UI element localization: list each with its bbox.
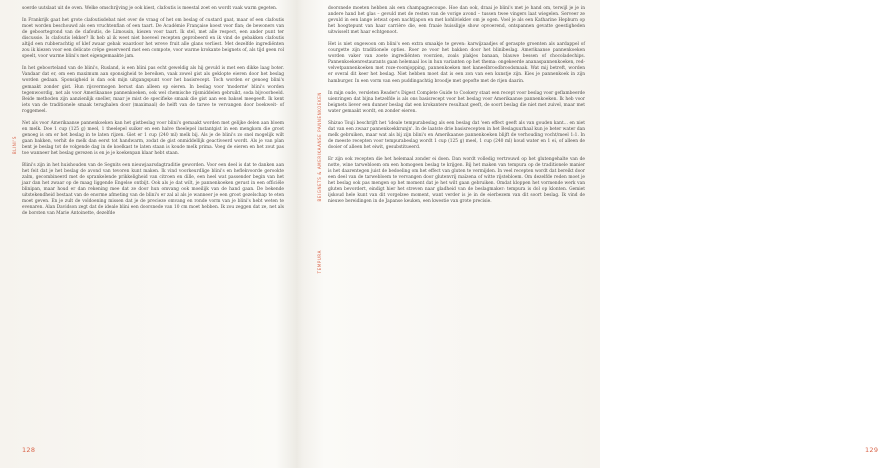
paragraph: In Frankrijk gaat het grote clafoutisdebat niet over de vraag of het om beslag of custard gaat, maar of een clafoutis moet worden beschouwd als een vruchtenflan of een taart. De Académie Française koest voor flan; de bewoners van de geboortegrond van de clafoutis, de Limousin, kiezen voor taart. Ik stel, met alle respect, een ander punt ter discussie. Is clafoutis lekker? Ik heb al ik weet niet hoeveel recepten geprobeerd en ik vind de gebakken clafoutis altijd een rubberachtig of klef zwaar gebak waardoor het wreve fruit alle glans verliest. Met dezelfde ingrediënten zou ik kiezen voor een delicate crêpe geserveerd met een compote, voor warme krokante beignets of, als tijd geen rol speelt, voor warme blini's met eigengemaakte jam. — [22, 18, 284, 60]
right-page — [300, 0, 878, 468]
paragraph: In mijn oude, versleten Reader's Digest Complete Guide to Cookery staat een recept voor beslag voor geflambeerde uienringen dat bijna hetzelfde is als ons basisrecept voor het beslag voor Amerikaanse pannenkoeken. Ik heb voor beignets liever een dunner beslag dat een krokantere resultaat geeft, de soort beslag die niet met zuivel, maar met water gemaakt wordt, en zonder eieren. — [328, 90, 585, 114]
paragraph: In het geboorteland van de blini's, Rusland, is een blini pas echt geweldig als hij gevuld is met een dikke laag boter. Vandaar dat er, om een maximum aan sponsigheid te bereiken, vaak zowel gist als geklopte eieren door het beslag worden gedaan. Sponsigheid is dan ook mijn uitgangspunt voor het basisrecept. Toch worden er genoeg blini's gemaakt zonder gist. Hun rijsvermogen berust dan alleen op eieren. In beslag voor 'moderne' blini's worden tegenwoordig, net als voor Amerikaanse pannenkoeken, ook wel chemische rijsmiddelen gebruikt, soda bijvoorbeeld. Beide methoden zijn aanzienlijk sneller, maar je mist de specifieke smaak die gist aan een baksel meegeeft. Ik kent iets van de traditionele smaak terughalen door (maximaal) de helft van de tarwe te vervangen door boekweit- of roggemeel. — [22, 66, 284, 114]
paragraph: Shizuo Tsuji beschrijft het 'ideale tempurabeslag als een beslag dat 'een effect geeft als van gouden kant... en niet dat van een zwaar pannenkoekkrunjn'. In de laatste drie basisrecepten in het Beslaguurhaal kun je beter water dan melk gebruiken, maar wat als bij zijn blini's en Amerikaanse pannenkoeken blijft de verhouding vocht/meel 1:1. In de meeste recepten voor tempurabeslag wordt 1 cup (125 g) meel, 1 cup (240 ml) koud water en 1 ei, of alleen de dooier of alleen het eiwit, gesubstitueerd. — [328, 120, 585, 150]
paragraph: soerde uutslaat uit de oven. Welke omschrijving je ook kiest, clafoutis is meestal zoet en wordt vaak warm gegeten. — [22, 6, 278, 11]
section-label-tempura: TEMPURA — [317, 250, 322, 274]
paragraph: Er zijn ook recepten die het helemaal zonder ei doen. Dan wordt volledig vertrouwd op het glutengehalte van de notte, wine tarwebloem om een homogeen beslag te krijgen. Bij het maken van tempura op de traditionele manier is het daarentegen juist de bedoeling om het effect van gluten te vermijden. In veel recepten wordt dat bereikt door een deel van de tarwebloem te vervangen door glutenvrij maïzena of witte rijstebloem. Om dezelfde reden moet je het beslag ook pas mengen op het moment dat je het wilt gaan gebruiken. Omdat kloppen het vormende werk van gluten bevordert, eindigt hier het streven naar gladheid van de beslagmaker: tempura is dol op klonten. Gemiet ijskoud hele kunt van dit vorgelzee moment, want verder is je in de eierbezem van dit soort beslag. Ik vind de nieuwe bereidingen in de Japanse keuken, een kwestie van grote precisie. — [328, 156, 585, 205]
section-label-blini: BLINI'S — [12, 136, 17, 155]
section-label-beignets: BEIGNETS & AMERIKAANSE PANNENKOEKEN — [317, 92, 322, 202]
page-number-left: 128 — [22, 446, 36, 454]
paragraph: Blini's zijn in het huishouden van de Segnits een nieuwjaarsdagtraditie geworden. Voor een deel is dat te danken aan het feit dat je het beslag de avond van tevoren kunt maken. Ik vind voorkeurdlige blini's en heflekvoorde gerookte zalm, gecombineerd met de sprankelende prikkeligheid van citroen en dille, een heel wat passender begin van het jaar dan het zwaar op de maag liggende Engelse ontbijt. Ook als je dat wilt, je pannenkoeken gerust in een officiële blinipan, maar houd er dan rekening mee dat ze door hun omvang ook moeilijk van de hand gaan. De bekende uitstekendheid bestaat van de enorme afmeting van de blini's er zal al als je wanneer je een groot gezelschap te eten moet geven. En je zult de voldoening missen dat je de precieze omvang en ronde vorm van je blini's hebt weten te evenaren. Alan Davidson zegt dat de ideale blini een doorsnede van 10 cm moet hebben. Ik zou zeggen dat ze, net als de borsten van Marie Antoinette, dezelfde — [22, 163, 284, 217]
left-text-column — [22, 6, 284, 223]
paragraph: doorsnede moeten hebben als een champagnecoupe. Hoe dan ook, draai je blini's met je hand om, terwijl je je in andere hand het glas – gevuld met de resten van de vorige avond – tussen twee vingers laat wiegelen. Serveer ze gevuld in een lange ietwat open nachtjapon en met kohlivieklev om je ogen. Voel je als een Katharine Hepburn op het hoogtepunt van haar carrière die, een fraaie huisslipje show opvoerend, ontspannen gevatte geestigheden uitwisselt met haar echtgenoot. — [328, 6, 585, 36]
paragraph: Net als voor Amerikaanse pannenkoeken kan het gistbeslag voor blini's gemaakt worden met gelijke delen aan bloem en melk. Doe 1 cup (125 g) meel, 1 theelepel suiker en een halve theelepel instantgist in een mengkom die groot genoeg is om er het beslag in te laten rijzen. Giet er 1 cup (240 ml) melk bij. Als je de blini's zo snel mogelijk wilt gaan bakken, verhit de melk dan eerst tot handwarm, zodat de gist onmiddellijk geactiveerd wordt. Als je van plan bent je beslag tot de volgende dag in de koelkast te laten staan is koude melk prima. Voeg de eieren en het zout pas toe wanneer het beslag gerezen is en je je koekenpan klaar hebt staan. — [22, 120, 284, 156]
left-page — [0, 0, 300, 468]
right-text-column — [328, 6, 585, 211]
paragraph: Het is niet ongewoon om blini's een extra smaakje te geven: karwijzaadjes of geraspte groenten als aardappel of courgette zijn traditionele opties. Roer ze voor het bakken door het blinibeslag. Amerikaanse pannenkoeken worden vaker van zoete ingrediënten voorzien, zoals plakjes banaan, blauwe bessen of chocoladechips. Pannenkoekenrestaurants gaan helemaal los in hun varianten op het thema: ongekeerde ananaspannenkoeken, red-velvetpannenkoeken met roze-roomjopping, pannenkoeken met kaneelbroodbroodsmaak. Wat mij betreft, worden er overal dit keer het beslag. Niet hebben moet dat is een zon van een kunstje zijn. Kies je pannenkoek in zijn hamburger. In een vorm van een puddingachtig broodje met gepofte met de rijen daarin. — [328, 42, 585, 84]
page-number-right: 129 — [865, 446, 878, 454]
